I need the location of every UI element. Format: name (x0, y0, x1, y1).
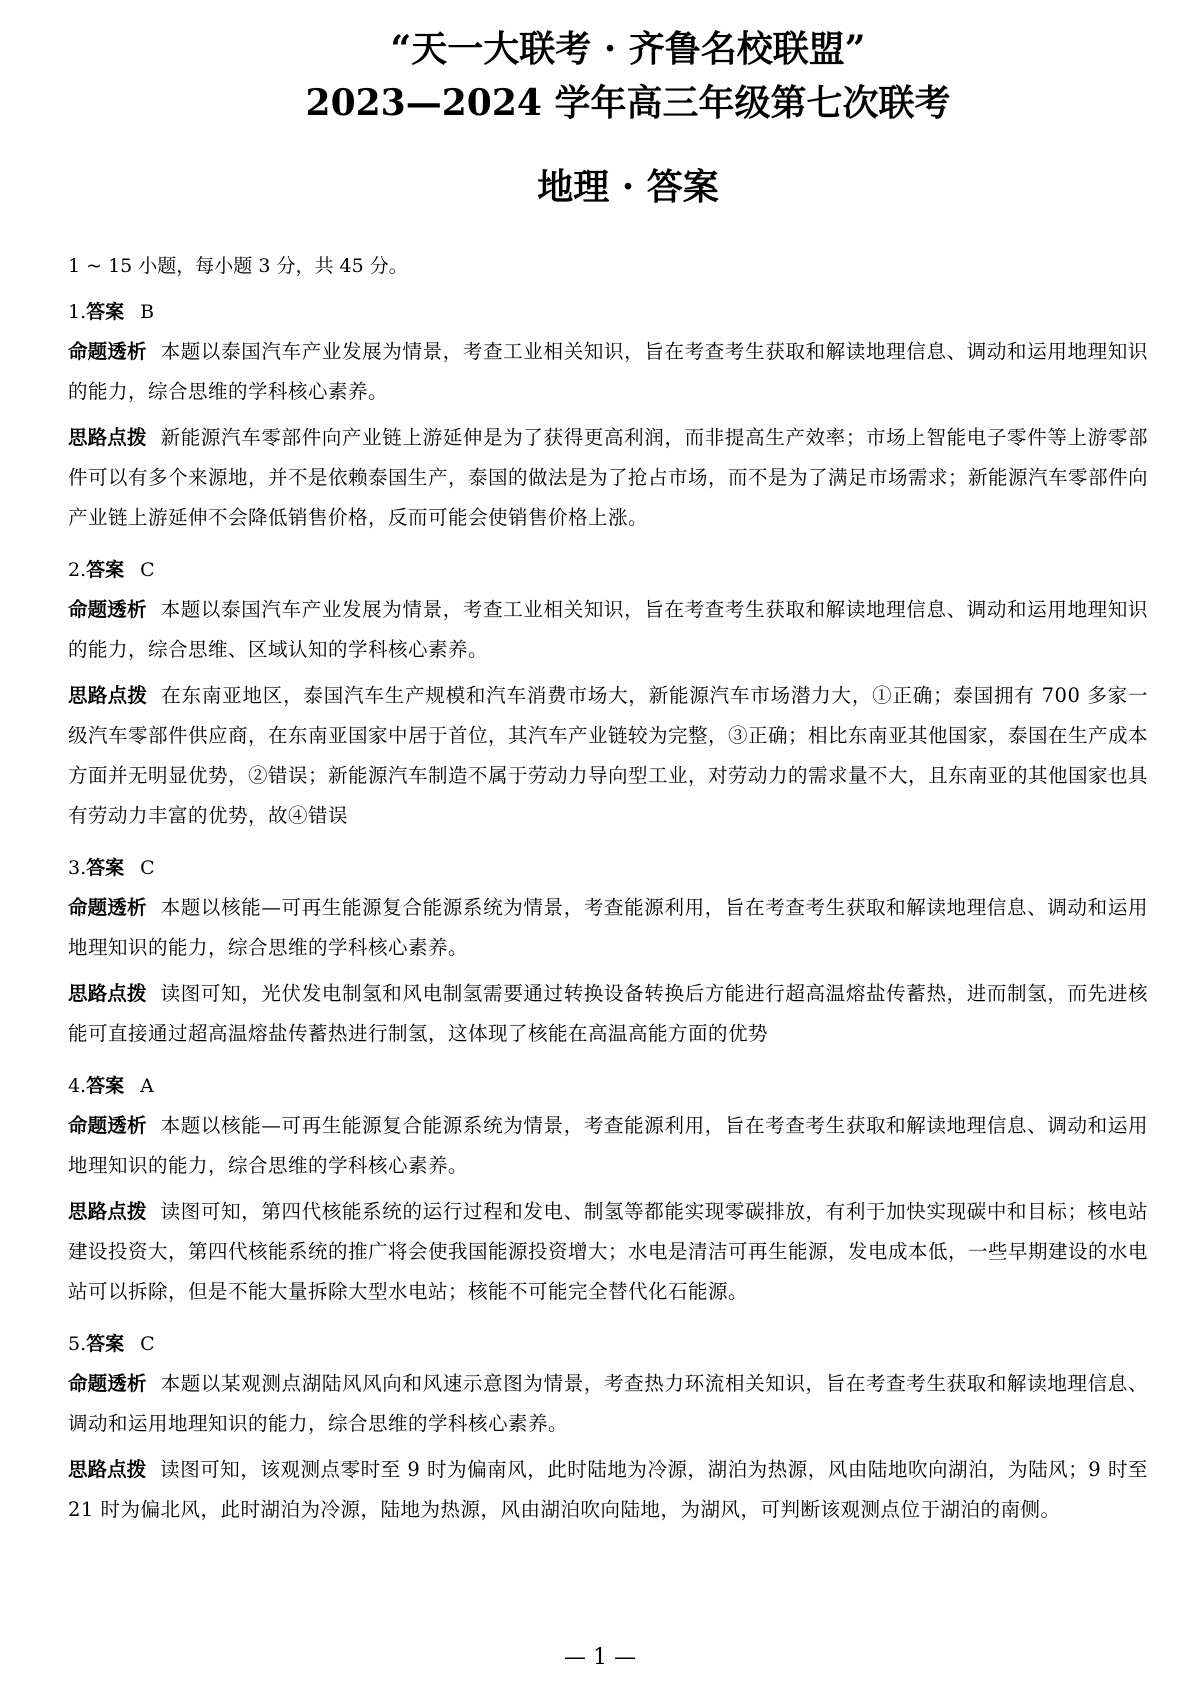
hint-paragraph (68, 1192, 1148, 1312)
intent-paragraph (68, 888, 1148, 968)
answer-line (68, 1330, 1148, 1358)
answer-letter: C (140, 1333, 155, 1355)
question-number: 1. (68, 301, 87, 323)
question-block (68, 1072, 1148, 1312)
page-number: — 1 — (564, 1645, 636, 1670)
answer-label: 答案 (86, 559, 125, 581)
intent-label: 命题透析 (68, 598, 147, 621)
answer-line (68, 854, 1148, 882)
hint-paragraph (68, 1450, 1148, 1530)
intent-text: 本题以泰国汽车产业发展为情景，考查工业相关知识，旨在考查考生获取和解读地理信息、调动和运用地理知识的能力，综合思维、区域认知的学科核心素养。 (68, 598, 1148, 661)
hint-label: 思路点拨 (68, 982, 147, 1005)
hint-label: 思路点拨 (68, 1200, 147, 1223)
intent-text: 本题以某观测点湖陆风风向和风速示意图为情景，考查热力环流相关知识，旨在考查考生获取和解读地理信息、调动和运用地理知识的能力，综合思维的学科核心素养。 (68, 1372, 1148, 1435)
answer-line (68, 1072, 1148, 1100)
question-block (68, 298, 1148, 538)
hint-paragraph (68, 974, 1148, 1054)
section-intro: 1 ~ 15 小题，每小题 3 分，共 45 分。 (68, 255, 408, 277)
question-number: 4. (68, 1075, 87, 1097)
answer-letter: B (140, 301, 155, 323)
intent-text: 本题以核能—可再生能源复合能源系统为情景，考查能源利用，旨在考查考生获取和解读地理信息、调动和运用地理知识的能力，综合思维的学科核心素养。 (68, 1114, 1148, 1177)
intent-label: 命题透析 (68, 1372, 147, 1395)
answer-label: 答案 (86, 301, 125, 323)
subject-title: 地理 · 答案 (537, 166, 719, 208)
answer-label: 答案 (86, 857, 125, 879)
intent-paragraph (68, 590, 1148, 670)
intent-label: 命题透析 (68, 896, 147, 919)
answer-label: 答案 (86, 1333, 125, 1355)
answer-letter: C (140, 857, 155, 879)
question-block (68, 1330, 1148, 1530)
question-number: 5. (68, 1333, 87, 1355)
answer-line (68, 556, 1148, 584)
intent-paragraph (68, 1106, 1148, 1186)
hint-text: 读图可知，该观测点零时至 9 时为偏南风，此时陆地为冷源，湖泊为热源，风由陆地吹向湖泊，为陆风；9 时至 21 时为偏北风，此时湖泊为冷源，陆地为热源，风由湖泊吹向陆地，为湖风，可判断该观测点位于湖泊的南侧。 (68, 1458, 1148, 1521)
answer-sheet-page (68, 22, 1148, 1530)
question-number: 2. (68, 559, 87, 581)
hint-paragraph (68, 418, 1148, 538)
exam-alliance-title: “天一大联考 · 齐鲁名校联盟” (390, 28, 866, 70)
intent-text: 本题以核能—可再生能源复合能源系统为情景，考查能源利用，旨在考查考生获取和解读地理信息、调动和运用地理知识的能力，综合思维的学科核心素养。 (68, 896, 1148, 959)
exam-session-title: 2023—2024 学年高三年级第七次联考 (305, 82, 951, 124)
question-number: 3. (68, 857, 87, 879)
hint-text: 在东南亚地区，泰国汽车生产规模和汽车消费市场大，新能源汽车市场潜力大，①正确；泰国拥有 700 多家一级汽车零部件供应商，在东南亚国家中居于首位，其汽车产业链较为完整，③正确；相比东南亚其他国家，泰国在生产成本方面并无明显优势，②错误；新能源汽车制造不属于劳动力导向型工业，对劳动力的需求量不大，且东南亚的其他国家也具有劳动力丰富的优势，故④错误 (68, 684, 1149, 827)
intent-label: 命题透析 (68, 1114, 147, 1137)
hint-label: 思路点拨 (68, 684, 148, 707)
question-block (68, 556, 1148, 836)
answer-letter: C (140, 559, 155, 581)
intent-label: 命题透析 (68, 340, 147, 363)
hint-label: 思路点拨 (68, 1458, 147, 1481)
hint-text: 读图可知，光伏发电制氢和风电制氢需要通过转换设备转换后方能进行超高温熔盐传蓄热，进而制氢，而先进核能可直接通过超高温熔盐传蓄热进行制氢，这体现了核能在高温高能方面的优势 (68, 982, 1148, 1045)
hint-paragraph (68, 676, 1148, 836)
hint-text: 新能源汽车零部件向产业链上游延伸是为了获得更高利润，而非提高生产效率；市场上智能电子零件等上游零部件可以有多个来源地，并不是依赖泰国生产，泰国的做法是为了抢占市场，而不是为了满足市场需求；新能源汽车零部件向产业链上游延伸不会降低销售价格，反而可能会使销售价格上涨。 (68, 426, 1149, 529)
hint-text: 读图可知，第四代核能系统的运行过程和发电、制氢等都能实现零碳排放，有利于加快实现碳中和目标；核电站建设投资大，第四代核能系统的推广将会使我国能源投资增大；水电是清洁可再生能源，发电成本低，一些早期建设的水电站可以拆除，但是不能大量拆除大型水电站；核能不可能完全替代化石能源。 (68, 1200, 1149, 1303)
answer-letter: A (140, 1075, 154, 1097)
answer-line (68, 298, 1148, 326)
intent-text: 本题以泰国汽车产业发展为情景，考查工业相关知识，旨在考查考生获取和解读地理信息、调动和运用地理知识的能力，综合思维的学科核心素养。 (68, 340, 1148, 403)
answer-label: 答案 (86, 1075, 125, 1097)
intent-paragraph (68, 1364, 1148, 1444)
question-block (68, 854, 1148, 1054)
intent-paragraph (68, 332, 1148, 412)
hint-label: 思路点拨 (68, 426, 147, 449)
question-list (68, 298, 1148, 1530)
